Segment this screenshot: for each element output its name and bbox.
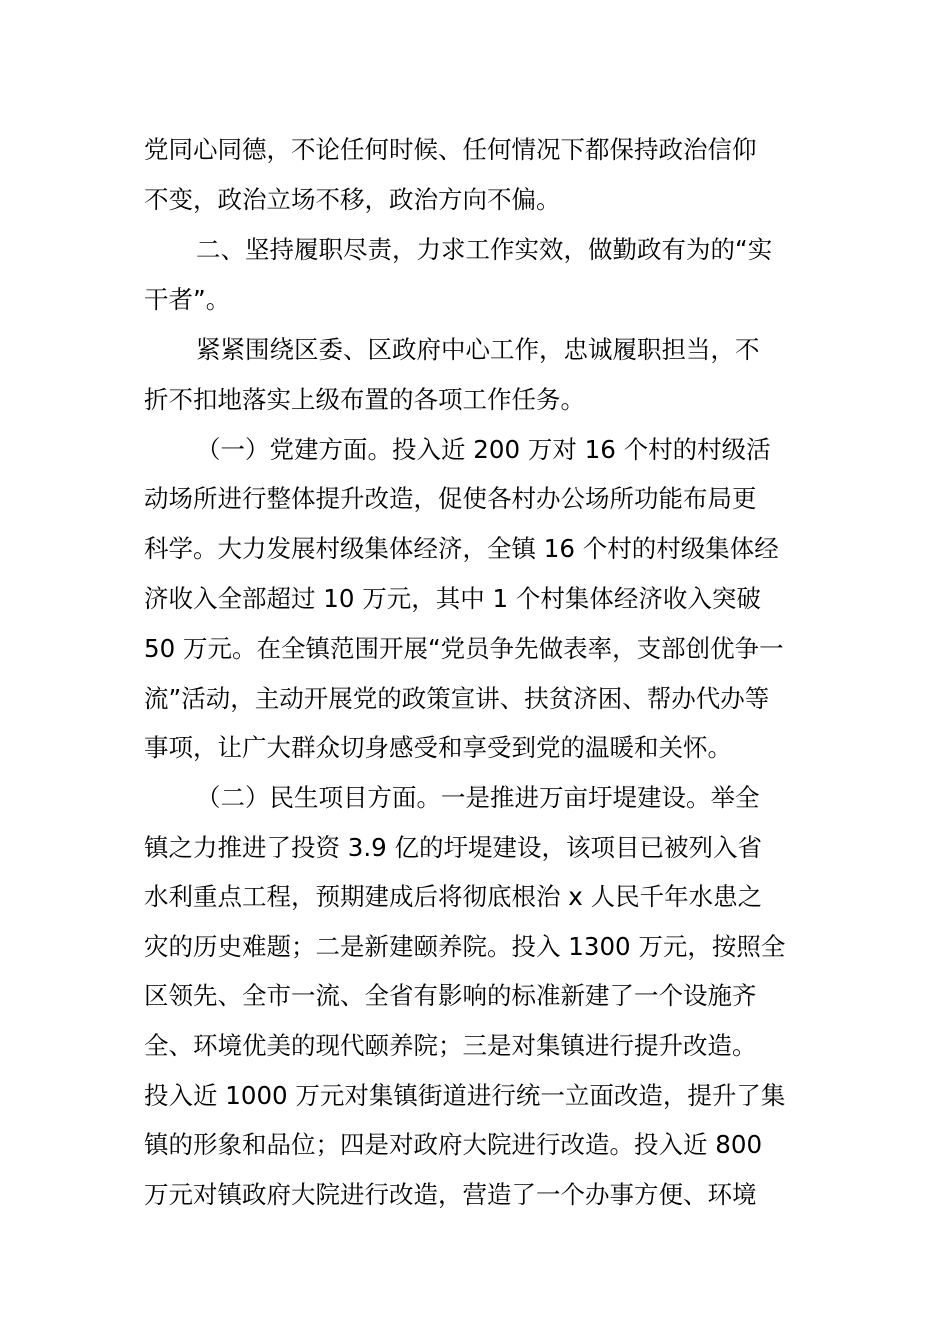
text-line: 科学。大力发展村级集体经济，全镇 16 个村的村级集体经	[144, 534, 779, 563]
text-line: 不变，政治立场不移，政治方向不偏。	[144, 185, 561, 214]
text-line: 50 万元。在全镇范围开展“党员争先做表率，支部创优争一	[144, 634, 784, 663]
text-line: 党同心同德，不论任何时候、任何情况下都保持政治信仰	[144, 135, 757, 164]
text-line: 镇的形象和品位；四是对政府大院进行改造。投入近 800	[144, 1130, 763, 1159]
subsection-line: （一）党建方面。投入近 200 万对 16 个村的村级活	[196, 435, 771, 464]
text-line: 镇之力推进了投资 3.9 亿的圩堤建设，该项目已被列入省	[144, 833, 763, 862]
text-line: 灾的历史难题；二是新建颐养院。投入 1300 万元，按照全	[144, 932, 786, 961]
text-line: 动场所进行整体提升改造，促使各村办公场所功能布局更	[144, 484, 757, 513]
section-heading: 二、坚持履职尽责，力求工作实效，做勤政有为的“实	[196, 235, 773, 264]
text-line: 投入近 1000 万元对集镇街道进行统一立面改造，提升了集	[144, 1081, 786, 1110]
text-line: 紧紧围绕区委、区政府中心工作，忠诚履职担当，不	[196, 335, 760, 364]
text-line: 折不扣地落实上级布置的各项工作任务。	[144, 385, 585, 414]
text-line: 流”活动，主动开展党的政策宣讲、扶贫济困、帮办代办等	[144, 684, 770, 713]
text-line: 事项，让广大群众切身感受和享受到党的温暖和关怀。	[144, 733, 732, 762]
subsection-line: （二）民生项目方面。一是推进万亩圩堤建设。举全	[196, 783, 760, 812]
text-line: 水利重点工程，预期建成后将彻底根治 x 人民千年水患之	[144, 882, 763, 911]
text-line: 济收入全部超过 10 万元，其中 1 个村集体经济收入突破	[144, 584, 761, 613]
text-line: 万元对镇政府大院进行改造，营造了一个办事方便、环境	[144, 1180, 757, 1209]
text-line: 全、环境优美的现代颐养院；三是对集镇进行提升改造。	[144, 1031, 757, 1060]
text-line: 区领先、全市一流、全省有影响的标准新建了一个设施齐	[144, 981, 757, 1010]
text-line: 干者”。	[144, 285, 231, 314]
